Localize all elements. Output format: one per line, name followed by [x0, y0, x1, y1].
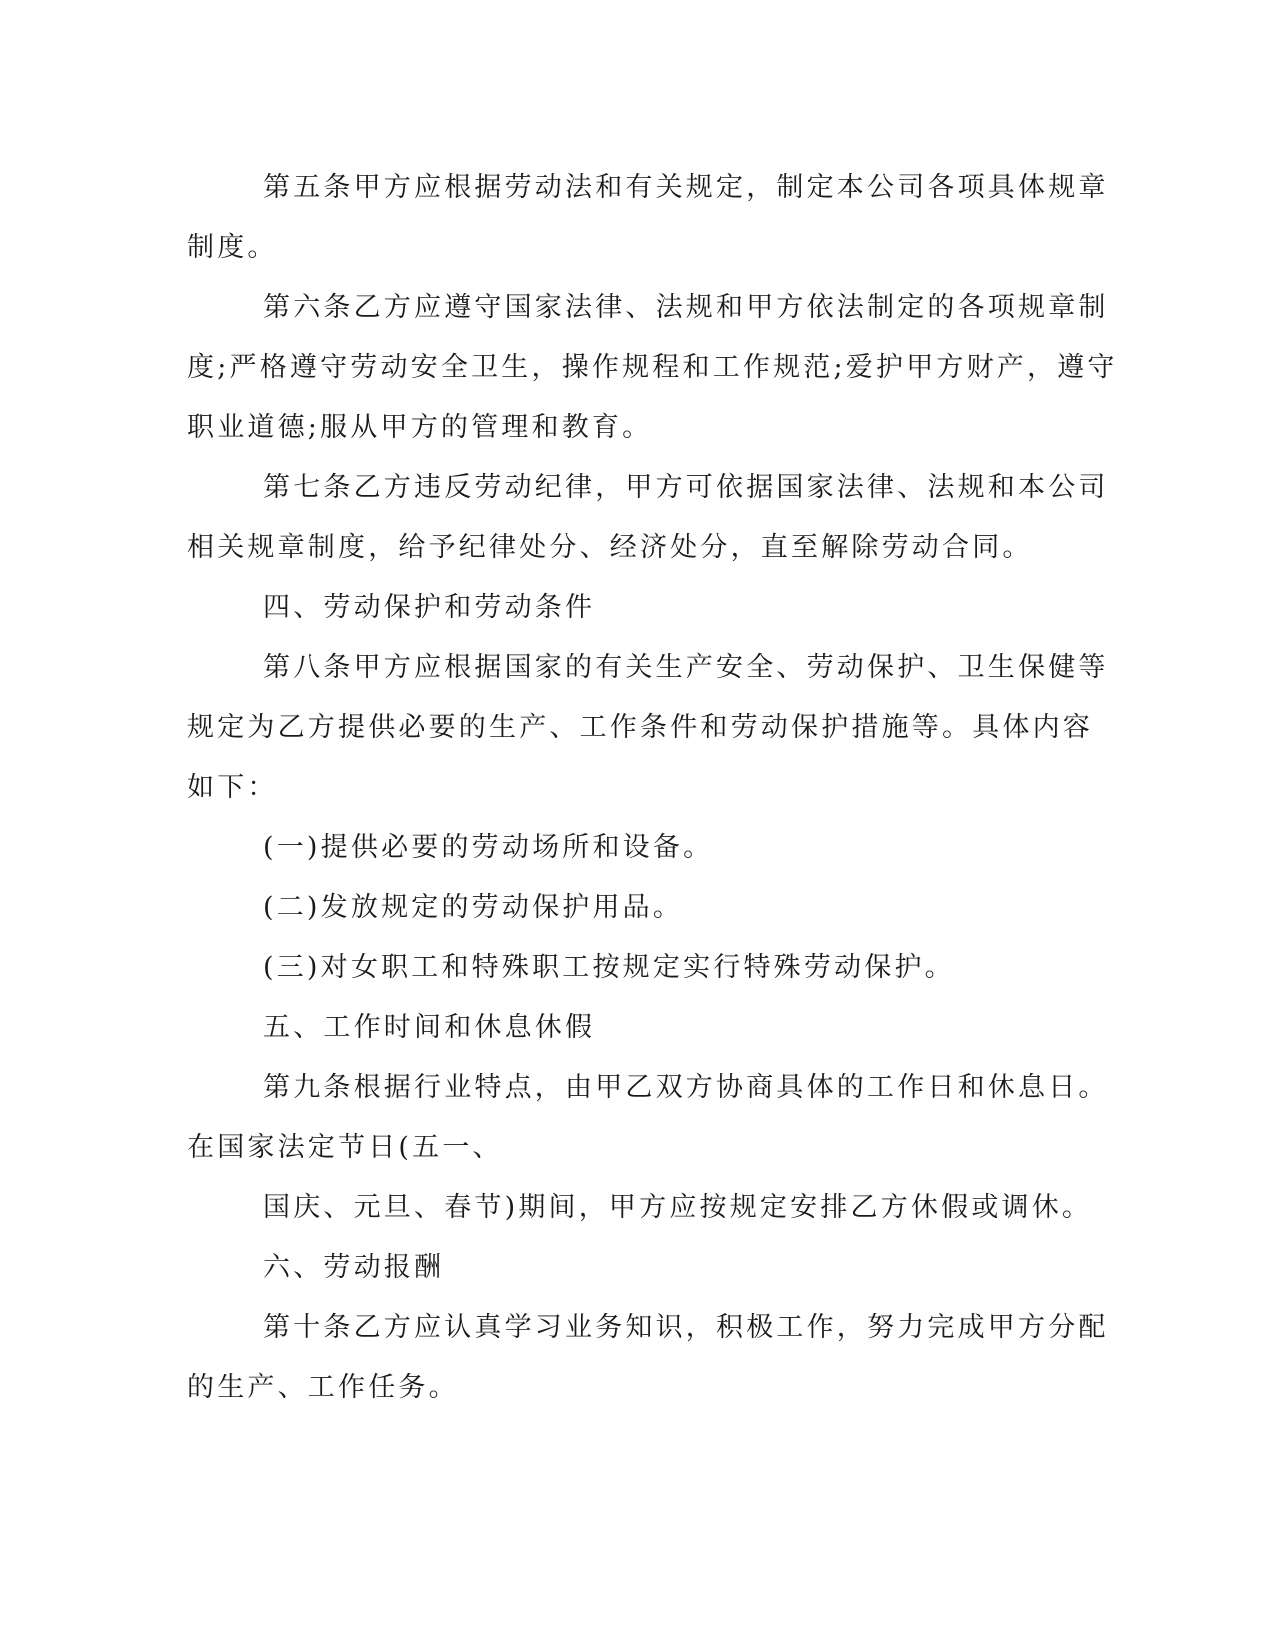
- document-body: [187, 158, 1118, 1418]
- article-8-item-1: (一)提供必要的劳动场所和设备。: [263, 832, 714, 863]
- section-4-heading: 四、劳动保护和劳动条件: [263, 592, 596, 623]
- article-8-item-2: (二)发放规定的劳动保护用品。: [263, 892, 684, 923]
- article-8-line-3: 如下：: [187, 772, 278, 803]
- article-7-line-2: 相关规章制度，给予纪律处分、经济处分，直至解除劳动合同。: [187, 532, 1033, 563]
- article-6-line-3: 职业道德;服从甲方的管理和教育。: [187, 412, 653, 443]
- article-5-line-1: 第五条甲方应根据劳动法和有关规定，制定本公司各项具体规章: [263, 172, 1109, 203]
- article-8-line-1: 第八条甲方应根据国家的有关生产安全、劳动保护、卫生保健等: [263, 652, 1109, 683]
- article-7-line-1: 第七条乙方违反劳动纪律，甲方可依据国家法律、法规和本公司: [263, 472, 1109, 503]
- article-10-line-2: 的生产、工作任务。: [187, 1372, 459, 1403]
- section-6-heading: 六、劳动报酬: [263, 1252, 445, 1283]
- article-10-line-1: 第十条乙方应认真学习业务知识，积极工作，努力完成甲方分配: [263, 1312, 1109, 1343]
- article-9-line-2: 在国家法定节日(五一、: [187, 1132, 503, 1163]
- article-6-line-2: 度;严格遵守劳动安全卫生，操作规程和工作规范;爱护甲方财产，遵守: [187, 352, 1118, 383]
- article-9-line-3: 国庆、元旦、春节)期间，甲方应按规定安排乙方休假或调休。: [263, 1192, 1093, 1223]
- article-8-line-2: 规定为乙方提供必要的生产、工作条件和劳动保护措施等。具体内容: [187, 712, 1093, 743]
- section-5-heading: 五、工作时间和休息休假: [263, 1012, 596, 1043]
- article-6-line-1: 第六条乙方应遵守国家法律、法规和甲方依法制定的各项规章制: [263, 292, 1109, 323]
- article-8-item-3: (三)对女职工和特殊职工按规定实行特殊劳动保护。: [263, 952, 955, 983]
- article-5-line-2: 制度。: [187, 232, 278, 263]
- article-9-line-1: 第九条根据行业特点，由甲乙双方协商具体的工作日和休息日。: [263, 1072, 1109, 1103]
